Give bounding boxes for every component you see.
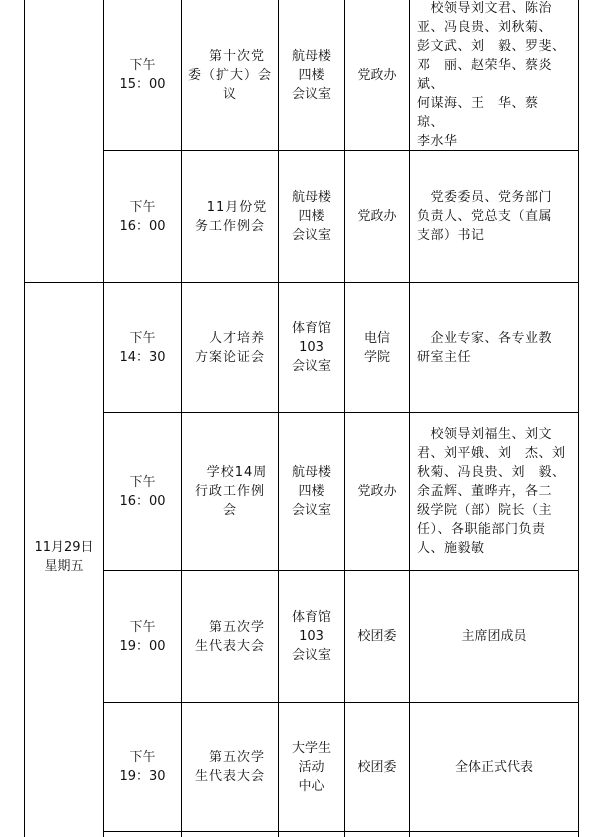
time-value: 14：30 (119, 349, 166, 365)
location-cell (279, 0, 344, 150)
meeting-location: 航母楼 四楼 会议室 (291, 465, 331, 518)
topic-cell (182, 283, 278, 412)
time-cell (104, 571, 181, 702)
topic-cell (182, 413, 278, 570)
attendees-cell (410, 0, 578, 150)
meeting-attendees: 企业专家、各专业教 研室主任 (417, 330, 553, 365)
meeting-attendees: 校领导刘福生、刘文 君、刘平娥、刘 杰、刘 秋菊、冯良贵、刘 毅、 余孟辉、董晔卉，各二 级学院（部）院长（主 任）、各职能部门负责 人、施毅敏 (417, 427, 566, 556)
time-period: 下午 (129, 750, 156, 765)
location-cell (279, 571, 344, 702)
meeting-topic: 11月份党 务工作例会 (194, 199, 268, 234)
time-value: 16：00 (119, 493, 166, 509)
meeting-topic: 第十次党 委（扩大）会 议 (187, 48, 272, 102)
location-cell (279, 703, 344, 831)
time-cell (104, 703, 181, 831)
time-period: 下午 (129, 199, 156, 215)
meeting-organizer: 电信 学院 (363, 330, 390, 365)
organizer-cell (345, 703, 409, 831)
time-value: 15：00 (119, 77, 166, 92)
time-period: 下午 (129, 619, 156, 635)
meeting-location: 体育馆 103 会议室 (291, 610, 331, 663)
organizer-cell (345, 283, 409, 412)
attendees-cell (410, 151, 578, 282)
attendees-cell (410, 413, 578, 570)
location-cell (279, 283, 344, 412)
time-cell (104, 0, 181, 150)
time-value: 16：00 (119, 218, 166, 234)
time-period: 下午 (129, 58, 156, 73)
meeting-organizer: 校团委 (357, 759, 397, 775)
time-value: 19：00 (119, 638, 166, 654)
attendees-cell (410, 283, 578, 412)
organizer-cell (345, 151, 409, 282)
organizer-cell (345, 413, 409, 570)
topic-cell (182, 151, 278, 282)
date-cell (25, 283, 103, 831)
meeting-location: 体育馆 103 会议室 (291, 321, 331, 374)
time-period: 下午 (129, 330, 156, 346)
meeting-topic: 第五次学 生代表大会 (194, 750, 265, 784)
meeting-location: 航母楼 四楼 会议室 (291, 48, 331, 102)
meeting-organizer: 校团委 (357, 629, 397, 644)
organizer-cell (345, 0, 409, 150)
time-value: 19：30 (119, 769, 166, 784)
meeting-organizer: 党政办 (357, 67, 397, 83)
meeting-attendees: 校领导刘文君、陈治 亚、冯良贵、刘秋菊、 彭文武、刘 毅、罗斐、 邓 丽、赵荣华、蔡炎斌、 何谋海、王 华、蔡 琼、 李水华 (417, 1, 566, 149)
meeting-location: 航母楼 四楼 会议室 (291, 190, 331, 243)
row-divider (103, 831, 579, 832)
meeting-location: 大学生 活动 中心 (291, 740, 331, 794)
weekday-label: 星期五 (44, 559, 84, 574)
location-cell (279, 151, 344, 282)
meeting-attendees: 主席团成员 (461, 629, 527, 644)
topic-cell (182, 703, 278, 831)
time-cell (104, 413, 181, 570)
meeting-organizer: 党政办 (357, 484, 397, 499)
table-border (578, 0, 579, 837)
time-period: 下午 (129, 474, 156, 490)
topic-cell (182, 0, 278, 150)
attendees-cell (410, 571, 578, 702)
meeting-attendees: 党委委员、党务部门 负责人、党总支（直属 支部）书记 (417, 190, 553, 243)
meeting-topic: 学校14周 行政工作例 会 (194, 465, 268, 518)
location-cell (279, 413, 344, 570)
topic-cell (182, 571, 278, 702)
time-cell (104, 151, 181, 282)
organizer-cell (345, 571, 409, 702)
meeting-topic: 人才培养 方案论证会 (194, 330, 265, 365)
meeting-organizer: 党政办 (357, 209, 397, 224)
time-cell (104, 283, 181, 412)
attendees-cell (410, 703, 578, 831)
meeting-topic: 第五次学 生代表大会 (194, 619, 265, 654)
meeting-attendees: 全体正式代表 (454, 759, 533, 775)
date-label: 11月29日 (34, 540, 94, 555)
